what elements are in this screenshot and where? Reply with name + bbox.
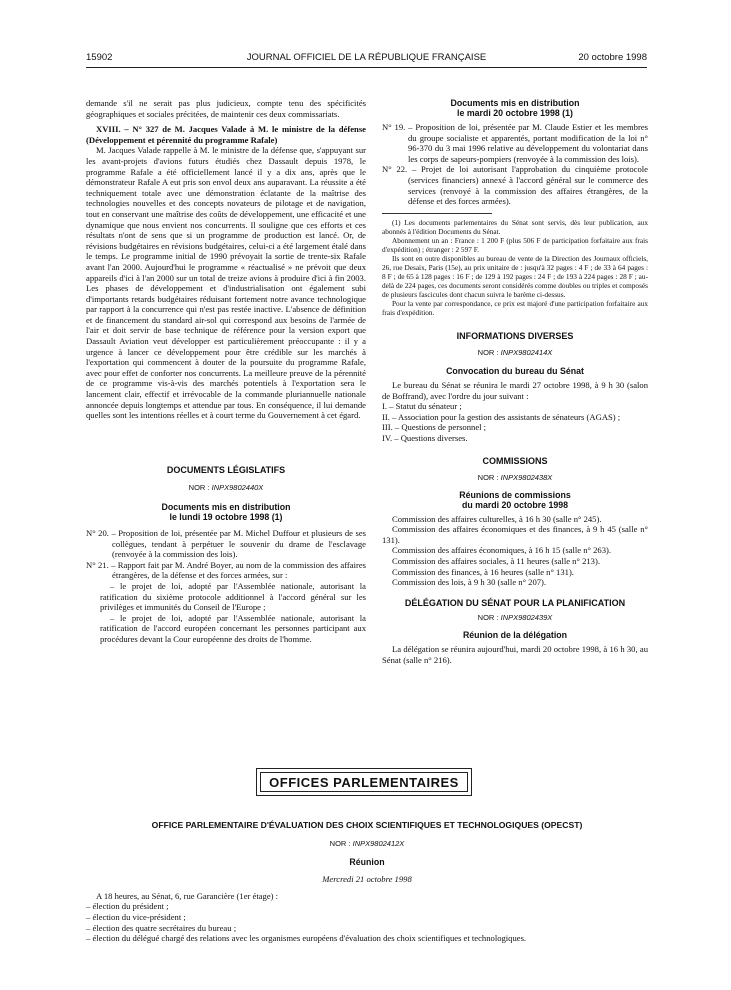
nor-label: NOR : [477,473,499,483]
commissions-nor [382,473,648,484]
nor-label: NOR : [188,483,210,493]
document-n21: N° 21. – Rapport fait par M. André Boyer, au nom de la commission des affaires étrangères, de la défense et des forces armées, sur : [86,559,366,581]
header-date: 20 octobre 1998 [578,52,647,63]
page-header [86,52,647,66]
nor-label: NOR : [477,613,499,623]
nor-code: INPX9802439X [500,613,553,623]
agenda-item-1: I. – Statut du sénateur ; [382,401,462,412]
reunions-title-1: Réunions de commissions [459,489,571,500]
agenda-item-2: II. – Association pour la gestion des assistants de sénateurs (AGAS) ; [382,411,621,422]
commission-line-4: Commission des affaires sociales, à 11 heures (salle n° 213). [392,556,600,567]
reunion-item: – élection du délégué chargé des relations avec les organismes européens d'évaluation des choix scientifiques et technologiques. [86,933,527,944]
opecst-section [86,820,648,944]
offices-box-title: OFFICES PARLEMENTAIRES [260,772,468,792]
header-rule [86,67,647,68]
reunion-item: – élection du vice-président ; [86,911,186,922]
info-diverses-title: INFORMATIONS DIVERSES [456,330,574,341]
commission-line-5: Commission des finances, à 16 heures (salle n° 131). [392,566,574,577]
convocation-title: Convocation du bureau du Sénat [446,365,584,376]
footnote-2: Abonnement un an : France : 1 200 F (plus 506 F de participation forfaitaire aux frais d'expédition) ; étranger : 2 597 F. [382,235,648,254]
delegation-body: La délégation se réunira aujourd'hui, mardi 20 octobre 1998, à 16 h 30, au Sénat (salle n° 216). [382,644,648,665]
opecst-title: OFFICE PARLEMENTAIRE D'ÉVALUATION DES CHOIX SCIENTIFIQUES ET TECHNOLOGIQUES (OPECST) [151,820,583,830]
right-column [382,98,648,665]
document-n20: N° 20. – Proposition de loi, présentée par M. Michel Duffour et plusieurs de ses collègues, tendant à perpétuer le souvenir du drame de l'esclavage (renvoyée à la commission des lois). [86,528,366,560]
nor-code: INPX9802440X [211,483,264,493]
delegation-subtitle: Réunion de la délégation [462,630,568,641]
left-column [86,98,366,645]
page-number: 15902 [86,52,113,63]
reunion-heading: Réunion [349,857,385,868]
document-n22: N° 22. – Projet de loi autorisant l'approbation du cinquième protocole (services financiers) annexé à l'accord général sur le commerce des services (renvoyé à la commission des affaires étrangères, de la défense et des forces armées). [382,164,648,207]
commission-line-1: Commission des affaires culturelles, à 16 h 30 (salle n° 245). [392,513,602,524]
nor-code: INPX9802438X [500,473,553,483]
docs-legislatifs-title: DOCUMENTS LÉGISLATIFS [166,464,286,475]
opecst-nor [86,839,648,850]
nor-label: NOR : [477,348,499,358]
commissions-title: COMMISSIONS [482,455,548,466]
question-327-title: XVIII. – N° 327 de M. Jacques Valade à M. le ministre de la défense (Développement et pérennité du programme Rafale) [86,124,366,145]
commission-line-3: Commission des affaires économiques, à 16 h 15 (salle n° 263). [392,545,612,556]
reunion-date: Mercredi 21 octobre 1998 [322,874,412,885]
footnote-4: Pour la vente par correspondance, ce prix est majoré d'une participation forfaitaire aux frais d'expédition. [382,298,648,317]
docs-legislatifs-nor [86,483,366,494]
distribution-title-2: le mardi 20 octobre 1998 (1) [457,108,573,118]
reunion-item: – élection du président ; [86,901,169,912]
offices-box [256,768,472,796]
footnote-rule [382,213,492,214]
footnote-3: Ils sont en outre disponibles au bureau de vente de la Direction des Journaux officiels, 26, rue Desaix, Paris (15e), au prix unitaire de : jusqu'à 32 pages : 4 F ; de 33 à 64 pages : 8 F ; de 65 à 128 pages : 16 F ; de 129 à 192 pages : 24 F ; de 193 à 224 pages : 28 F ; au-delà de 224 pages, ces documents seront considérés comme doubles ou triples et composés de plusieurs fascicules dont chacun suivra le barème ci-dessus. [382,253,648,299]
reunions-title-2: du mardi 20 octobre 1998 [461,499,569,510]
document-n21-item-b: – le projet de loi, adopté par l'Assemblée nationale, autorisant la ratification de l'accord européen concernant les personnes participant aux procédures devant la Cour européenne des droits de l'homme. [100,612,366,644]
distribution-title-1: Documents mis en distribution [161,502,291,512]
footnote-1: (1) Les documents parlementaires du Sénat sont servis, dès leur publication, aux abonnés à l'édition Documents du Sénat. [382,217,648,236]
commission-line-6: Commission des lois, à 9 h 30 (salle n° 207). [392,577,547,588]
document-n21-item-a: – le projet de loi, adopté par l'Assemblée nationale, autorisant la ratification du sixième protocole additionnel à l'accord général sur les privilèges et immunités du Conseil de l'Europe ; [100,580,366,613]
journal-title: JOURNAL OFFICIEL DE LA RÉPUBLIQUE FRANÇAISE [246,52,487,63]
delegation-nor [382,613,648,624]
nor-label: NOR : [329,838,351,848]
distribution-title-2: le lundi 19 octobre 1998 (1) [169,512,283,522]
intro-paragraph: demande s'il ne serait pas plus judicieux, compte tenu des spécificités géographiques et sociales précitées, de maintenir ces deux commissariats. [86,98,366,119]
reunion-intro: A 18 heures, au Sénat, 6, rue Garancière (1er étage) : [96,890,279,901]
delegation-title: DÉLÉGATION DU SÉNAT POUR LA PLANIFICATION [404,597,626,608]
question-327-body: M. Jacques Valade rappelle à M. le ministre de la défense que, s'appuyant sur les avant-projets d'avions futurs étudiés chez Dassault depuis 1978, le programme Rafale a été officiellement lancé il y a dix ans, après que le démonstrateur Rafale A eut pris son envol deux ans auparavant. La réussite a été techniquement totale avec une démonstration éclatante de la maîtrise des technologies nouvelles et des concepts novateurs de pilotage et de navigation, tout en conservant une maîtrise des coûts de développement, une efficacité et une dynamique que nous envient nos concurrents. Il souligne que ces efforts et ces résultats n'ont de sens que si un programme de production est lancé. Or, de révisions budgétaires en révisions budgétaires, celui-ci a été largement étalé dans le temps. Le programme initial de 1990 prévoyait la sortie de trente-six Rafale avant l'an 2000. Aujourd'hui le programme « réactualisé » ne prévoit que deux appareils d'ici à l'an 2000 sur un total de treize avions à produire d'ici à fin 2003. Les phases de développement et d'industrialisation ont également subi d'importants retards budgétaires réduisant fortement notre avance technologique par rapport à la concurrence qui n'est pas restée inactive. L'absence de définition et de financement du standard air-sol qui correspond aux besoins de l'armée de l'air et doit servir de base technique de référence pour la version export que Dassault Aviation veut développer est particulièrement préoccupante : il y a urgence à lancer ce développement pour être crédible sur les marchés à l'exportation qui commencent à douter de la poursuite du programme Rafale, avec pour effet de conforter nos concurrents. La meilleure preuve de la pérennité de ce programme vis-à-vis des marchés potentiels à l'exportation sera le lancement clair, effectif et irrévocable de la commande pluriannuelle nationale annoncée depuis longtemps et attendue par tous. En conséquence, il lui demande quelles sont les intentions réelles et à court terme du Gouvernement à cet égard. [86,145,366,421]
agenda-item-3: III. – Questions de personnel ; [382,422,487,433]
document-n19: N° 19. – Proposition de loi, présentée par M. Claude Estier et les membres du groupe socialiste et apparentés, portant modification de la loi n° 96-370 du 3 mai 1996 relative au développement du volontariat dans les corps de sapeurs-pompiers (renvoyée à la commission des lois). [382,122,648,164]
distribution-title-1: Documents mis en distribution [450,98,580,108]
info-diverses-nor [382,348,648,359]
convocation-body: Le bureau du Sénat se réunira le mardi 27 octobre 1998, à 9 h 30 (salon de Boffrand), avec l'ordre du jour suivant : [382,379,648,401]
commission-line-2: Commission des affaires économiques et des finances, à 9 h 45 (salle n° 131). [382,524,648,545]
nor-code: INPX9802412X [352,838,405,848]
reunion-item: – élection des quatre secrétaires du bureau ; [86,922,237,933]
nor-code: INPX9802414X [500,348,553,358]
agenda-item-4: IV. – Questions diverses. [382,432,468,443]
